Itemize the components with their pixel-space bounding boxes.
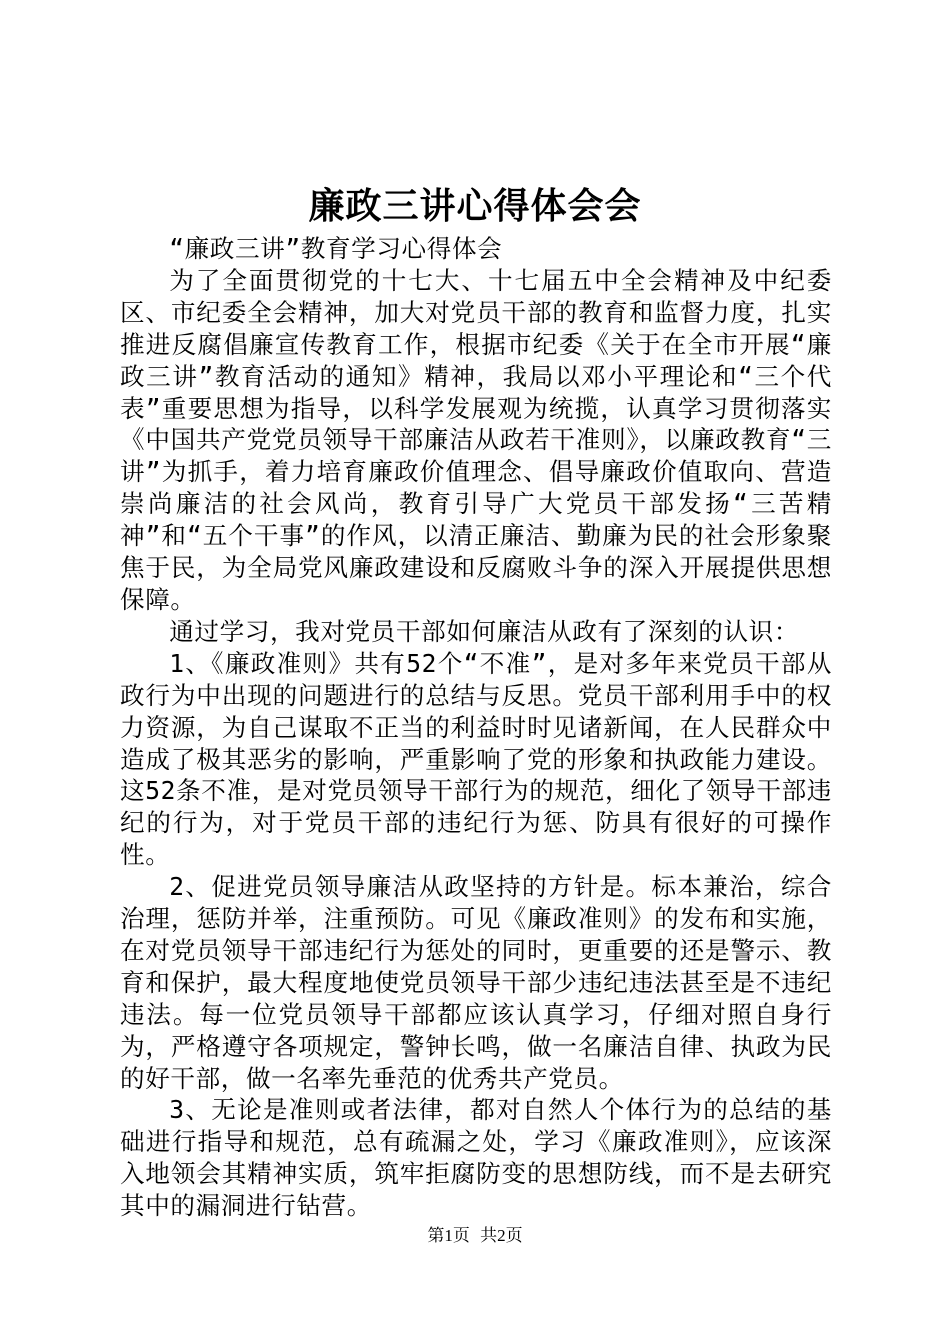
- page-footer: [0, 1224, 950, 1248]
- paragraph-point-2: 2、促进党员领导廉洁从政坚持的方针是。标本兼治，综合治理，惩防并举，注重预防。可见《廉政准则》的发布和实施，在对党员领导干部违纪行为惩处的同时，更重要的还是警示、教育和保护，最大程度地使党员领导干部少违纪违法甚至是不违纪违法。每一位党员领导干部都应该认真学习，仔细对照自身行为，严格遵守各项规定，警钟长鸣，做一名廉洁自律、执政为民的好干部，做一名率先垂范的优秀共产党员。: [120, 872, 832, 1093]
- page-number-current: 第1页: [427, 1226, 470, 1245]
- paragraph-intro: 为了全面贯彻党的十七大、十七届五中全会精神及中纪委区、市纪委全会精神，加大对党员干部的教育和监督力度，扎实推进反腐倡廉宣传教育工作，根据市纪委《关于在全市开展“廉政三讲”教育活动的通知》精神，我局以邓小平理论和“三个代表”重要思想为指导，以科学发展观为统揽，认真学习贯彻落实《中国共产党党员领导干部廉洁从政若干准则》，以廉政教育“三讲”为抓手，着力培育廉政价值理念、倡导廉政价值取向、营造崇尚廉洁的社会风尚，教育引导广大党员干部发扬“三苦精神”和“五个干事”的作风，以清正廉洁、勤廉为民的社会形象聚焦于民，为全局党风廉政建设和反腐败斗争的深入开展提供思想保障。: [120, 265, 832, 614]
- paragraph-lead: 通过学习，我对党员干部如何廉洁从政有了深刻的认识：: [169, 616, 800, 646]
- document-body: [120, 233, 832, 1222]
- document-title: 廉政三讲心得体会会: [308, 185, 642, 227]
- paragraph-point-1: 1、《廉政准则》共有52个“不准”，是对多年来党员干部从政行为中出现的问题进行的总结与反思。党员干部利用手中的权力资源，为自己谋取不正当的利益时时见诸新闻，在人民群众中造成了极其恶劣的影响，严重影响了党的形象和执政能力建设。这52条不准，是对党员领导干部行为的规范，细化了领导干部违纪的行为，对于党员干部的违纪行为惩、防具有很好的可操作性。: [120, 648, 832, 870]
- paragraph-point-3: 3、无论是准则或者法律，都对自然人个体行为的总结的基础进行指导和规范，总有疏漏之处，学习《廉政准则》，应该深入地领会其精神实质，筑牢拒腐防变的思想防线，而不是去研究其中的漏洞进行钻营。: [120, 1095, 832, 1221]
- page-number-total: 共2页: [480, 1226, 523, 1245]
- paragraph-subtitle: “廉政三讲”教育学习心得体会: [169, 234, 503, 263]
